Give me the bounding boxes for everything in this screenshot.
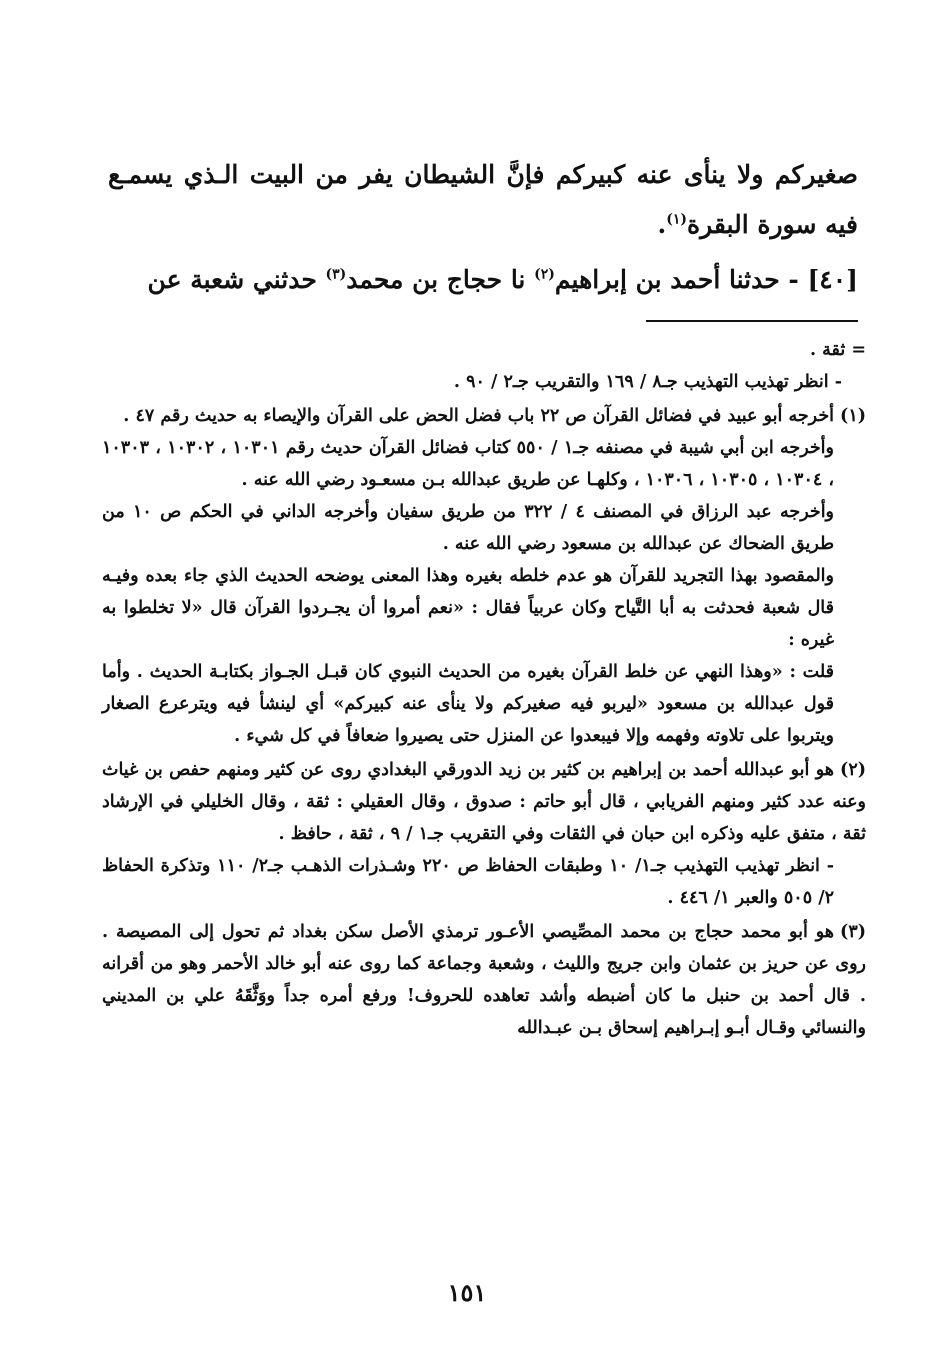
footnote-1 [102, 400, 866, 752]
footnote-continuation-2: - انظر تهذيب التهذيب جـ٨ / ١٦٩ والتقريب جـ٢ / ٩٠ . [453, 372, 842, 392]
footnote-3 [102, 916, 866, 1044]
footnote-1-text-2: وأخرجه ابن أبي شيبة في مصنفه جـ١ / ٥٥٠ كتاب فضائل القرآن حديث رقم ١٠٣٠١ ، ١٠٣٠٢ ، ١٠٣٠٣ ، ١٠٣٠٤ ، ١٠٣٠٥ ، ١٠٣٠٦ ، وكلهـا عن طريق عبدالله بـن مسعـود رضي الله عنه . [102, 438, 834, 490]
footnote-continuation-1: = ثقة . [809, 340, 866, 360]
main-text-1-end: . [657, 210, 667, 239]
footnote-1-text-3: وأخرجه عبد الرزاق في المصنف ٤ / ٣٢٢ من طريق سفيان وأخرجه الداني في الحكم ص ١٠ من طريق الضحاك عن عبدالله بن مسعود رضي الله عنه . [102, 502, 835, 554]
hadith-heading: [٤٠] - حدثنا أحمد بن إبراهيم [554, 265, 858, 294]
footnote-1-text-4: والمقصود بهذا التجريد للقرآن هو عدم خلطه بغيره وهذا المعنى يوضحه الحديث الذي جاء بعده وفيـه قال شعبة فحدثت به أبا التَّياح وكان عربياً فقال : «نعم أمروا أن يجـردوا القرآن قال «لا تخلطوا به غيره : [102, 566, 834, 650]
footnote-2 [102, 754, 866, 914]
footnote-3-text-1: هو أبو محمد حجاج بن محمد المصِّيصي الأعـور ترمذي الأصل سكن بغداد ثم تحول إلى المصيصة . روى عن حريز بن عثمان وابن جريج والليث ، وشعبة وجماعة كما روى عنه أبو خالد الأحمر وهو من أقرانه . قال أحمد بن حنبل ما كان أضبطه وأشد تعاهده للحروف! ورفع أمره جداً ووَثَّقَهُ علي بن المديني والنسائي وقـال أبـو إبـراهيم إسحاق بـن عبـدالله [102, 922, 866, 1038]
main-text-1: صغيركم ولا ينأى عنه كبيركم فإنَّ الشيطان يفر من البيت الـذي يسمـع فيه سورة البقرة [108, 160, 858, 239]
footnote-1-text-1: أخرجه أبو عبيد في فضائل القرآن ص ٢٢ باب فضل الحض على القرآن والإيصاء به حديث رقم ٤٧ . [123, 406, 834, 426]
main-paragraph-2 [108, 255, 858, 305]
main-text-2c: حدثني شعبة عن [147, 265, 326, 294]
main-paragraph-1 [108, 150, 858, 250]
page-number: ١٥١ [447, 1278, 487, 1307]
footnote-ref-2: (٢) [534, 266, 555, 283]
footnotes [102, 334, 866, 1044]
footnote-2-text-2: - انظر تهذيب التهذيب جـ١/ ١٠ وطبقات الحفاظ ص ٢٢٠ وشـذرات الذهـب جـ٢/ ١١٠ وتذكرة الحفاظ ٢/ ٥٠٥ والعبر ١/ ٤٤٦ . [102, 856, 835, 908]
footnote-ref-1: (١) [666, 211, 688, 228]
footnote-separator [646, 320, 858, 322]
footnote-1-text-5: قلت : «وهذا النهي عن خلط القرآن بغيره من الحديث النبوي كان قبـل الجـواز بكتابـة الحديث . وأما قول عبدالله بن مسعود «ليربو فيه صغيركم ولا ينأى عنه كبيركم» أي لينشأ فيه ويترعرع الصغار ويتربوا على تلاوته وفهمه وإلا فيبعدوا عن المنزل حتى يصيروا ضعافاً في كل شيء . [102, 662, 834, 746]
footnote-2-number: (٢) [840, 760, 866, 780]
main-text-2b: نا حجاج بن محمد [346, 265, 535, 294]
footnote-3-number: (٣) [840, 922, 866, 942]
footnote-ref-3: (٣) [325, 266, 347, 283]
footnote-1-number: (١) [840, 406, 866, 426]
footnote-2-text-1: هو أبو عبدالله أحمد بن إبراهيم بن كثير بن زيد الدورقي البغدادي روى عن كثير ومنهم حفص بن غياث وعنه عدد كثير ومنهم الفريابي ، قال أبو حاتم : صدوق ، وقال العقيلي : ثقة ، وقال الخليلي في الإرشاد ثقة ، متفق عليه وذكره ابن حبان في الثقات وفي التقريب جـ١ / ٩ ، ثقة ، حافظ . [102, 760, 866, 844]
